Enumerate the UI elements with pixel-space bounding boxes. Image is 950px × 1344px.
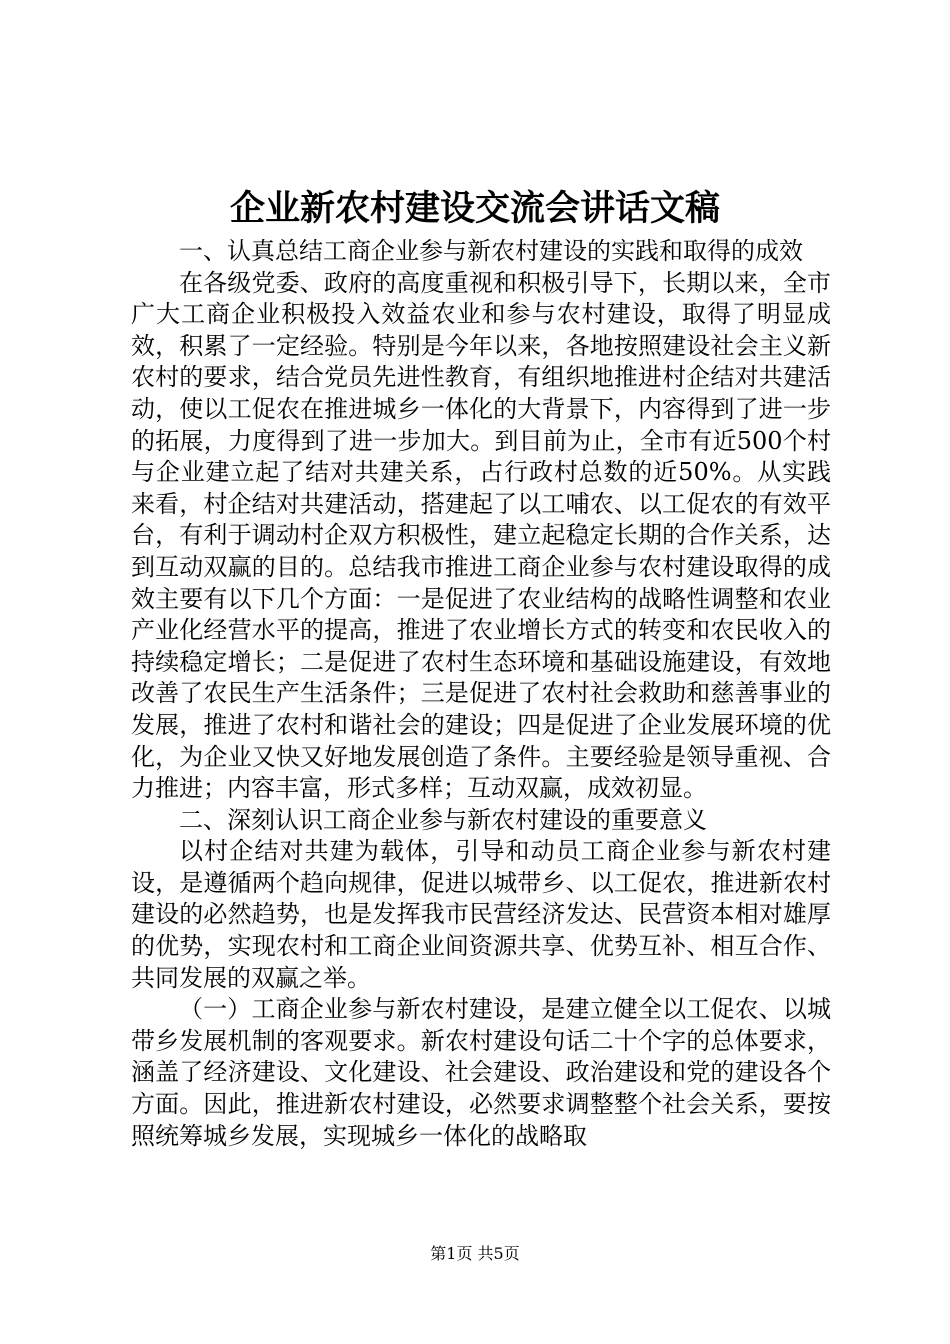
- page-footer: 第1页 共5页: [430, 1244, 520, 1263]
- paragraph: （一）工商企业参与新农村建设，是建立健全以工促农、以城带乡发展机制的客观要求。新农村建设句话二十个字的总体要求，涵盖了经济建设、文化建设、社会建设、政治建设和党的建设各个方面。因此，推进新农村建设，必然要求调整整个社会关系，要按照统筹城乡发展，实现城乡一体化的战略取: [131, 995, 831, 1150]
- section-heading-2: 二、深刻认识工商企业参与新农村建设的重要意义: [179, 805, 707, 834]
- document-body: [131, 236, 831, 1152]
- paragraph: 在各级党委、政府的高度重视和积极引导下，长期以来，全市广大工商企业积极投入效益农业和参与农村建设，取得了明显成效，积累了一定经验。特别是今年以来，各地按照建设社会主义新农村的要求，结合党员先进性教育，有组织地推进村企结对共建活动，使以工促农在推进城乡一体化的大背景下，内容得到了进一步的拓展，力度得到了进一步加大。到目前为止，全市有近500个村与企业建立起了结对共建关系，占行政村总数的近50%。从实践来看，村企结对共建活动，搭建起了以工哺农、以工促农的有效平台，有利于调动村企双方积极性，建立起稳定长期的合作关系，达到互动双赢的目的。总结我市推进工商企业参与农村建设取得的成效主要有以下几个方面：一是促进了农业结构的战略性调整和农业产业化经营水平的提高，推进了农业增长方式的转变和农民收入的持续稳定增长；二是促进了农村生态环境和基础设施建设，有效地改善了农民生产生活条件；三是促进了农村社会救助和慈善事业的发展，推进了农村和谐社会的建设；四是促进了企业发展环境的优化，为企业又快又好地发展创造了条件。主要经验是领导重视、合力推进；内容丰富，形式多样；互动双赢，成效初显。: [131, 268, 831, 803]
- document-title: 企业新农村建设交流会讲话文稿: [229, 188, 720, 229]
- section-heading-1: 一、认真总结工商企业参与新农村建设的实践和取得的成效: [179, 237, 803, 265]
- paragraph: 以村企结对共建为载体，引导和动员工商企业参与新农村建设，是遵循两个趋向规律，促进以城带乡、以工促农，推进新农村建设的必然趋势，也是发挥我市民营经济发达、民营资本相对雄厚的优势，实现农村和工商企业间资源共享、优势互补、相互合作、共同发展的双赢之举。: [131, 837, 831, 992]
